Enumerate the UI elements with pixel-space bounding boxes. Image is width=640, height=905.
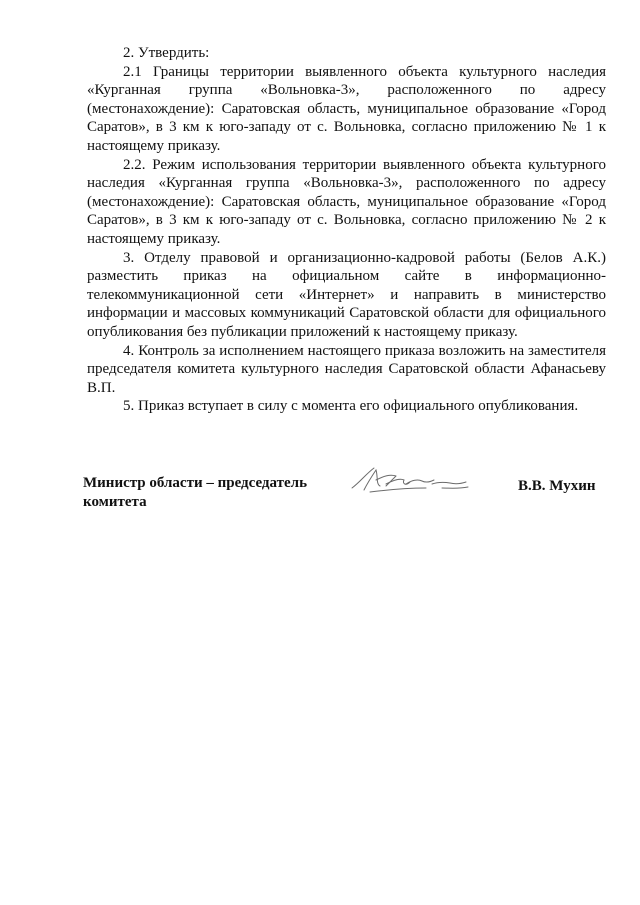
paragraph-5-effective: 5. Приказ вступает в силу с момента его официального опубликования. <box>123 398 579 415</box>
signatory-name: В.В. Мухин <box>518 478 596 494</box>
paragraph-approve: 2. Утвердить: <box>123 45 210 61</box>
document-body <box>87 44 606 416</box>
paragraph-4-control: 4. Контроль за исполнением настоящего приказа возложить на заместителя председателя комитета культурного наследия Саратовской области Афанасьеву В.П. <box>87 342 606 396</box>
paragraph-2-2-regime: 2.2. Режим использования территории выявленного объекта культурного наследия «Курганная группа «Вольновка-3», расположенного по адресу (местонахождение): Саратовская область, муниципальное образование «Город Саратов», в 3 км к юго-западу от с. Вольновка, согласно приложению № 2 к настоящему приказу. <box>87 156 606 247</box>
signatory-title: Министр области – председатель комитета <box>83 475 308 510</box>
paragraph-2-1-boundaries: 2.1 Границы территории выявленного объекта культурного наследия «Курганная группа «Вольновка-3», расположенного по адресу (местонахождение): Саратовская область, муниципальное образование «Город Саратов», в 3 км к юго-западу от с. Вольновка, согласно приложению № 1 к настоящему приказу. <box>87 63 606 154</box>
paragraph-3-publication: 3. Отделу правовой и организационно-кадровой работы (Белов А.К.) разместить приказ на официальном сайте в информационно-телекоммуникационной сети «Интернет» и направить в министерство информации и массовых коммуникаций Саратовской области для официального опубликования без публикации приложений к настоящему приказу. <box>87 249 606 340</box>
handwritten-signature <box>346 462 476 498</box>
